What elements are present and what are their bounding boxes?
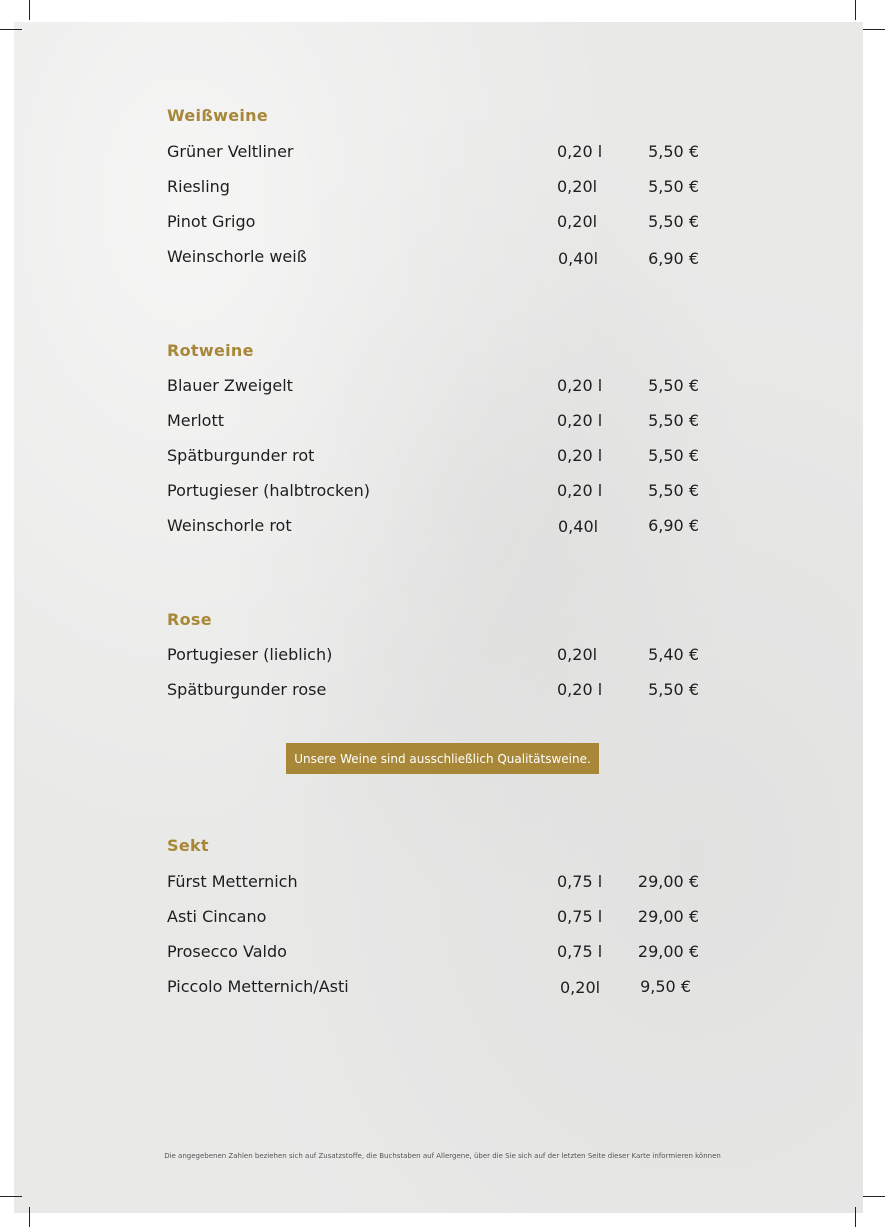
item-price: 5,50 € [648, 411, 699, 430]
item-volume: 0,75 l [557, 872, 603, 891]
item-name: Portugieser (halbtrocken) [167, 481, 370, 500]
item-name: Spätburgunder rot [167, 446, 315, 465]
crop-mark [863, 1196, 885, 1197]
allergen-footnote: Die angegebenen Zahlen beziehen sich auf Zusatzstoffe, die Buchstaben auf Allergene, über die Sie sich auf der letzten Seite dieser Karte informieren können [164, 1152, 721, 1160]
item-price: 29,00 € [637, 907, 699, 926]
item-name: Grüner Veltliner [167, 142, 294, 161]
crop-mark [863, 29, 885, 30]
item-price: 6,90 € [648, 249, 699, 268]
item-volume: 0,75 l [557, 942, 603, 961]
crop-mark [855, 0, 856, 20]
section-title-rotweine: Rotweine [167, 341, 254, 360]
item-volume: 0,75 l [557, 907, 603, 926]
menu-row [167, 645, 707, 667]
menu-row [167, 247, 707, 269]
item-volume: 0,20 l [557, 411, 603, 430]
item-name: Weinschorle weiß [167, 247, 307, 266]
item-name: Weinschorle rot [167, 516, 292, 535]
item-price: 6,90 € [648, 516, 699, 535]
menu-row [167, 942, 707, 964]
quality-notice-banner: Unsere Weine sind ausschließlich Qualitätsweine. [286, 743, 599, 774]
item-volume: 0,20l [557, 645, 598, 664]
item-price: 5,40 € [648, 645, 699, 664]
item-volume: 0,20 l [557, 142, 603, 161]
item-name: Prosecco Valdo [167, 942, 287, 961]
section-title-rose: Rose [167, 610, 212, 629]
menu-row [167, 977, 707, 999]
item-price: 5,50 € [648, 481, 699, 500]
crop-mark [29, 1207, 30, 1227]
item-volume: 0,20l [557, 212, 598, 231]
item-price: 29,00 € [637, 942, 699, 961]
item-price: 9,50 € [640, 977, 691, 996]
item-volume: 0,20 l [557, 376, 603, 395]
item-volume: 0,40l [558, 249, 599, 268]
item-price: 5,50 € [648, 177, 699, 196]
item-name: Pinot Grigo [167, 212, 256, 231]
item-volume: 0,20 l [557, 680, 603, 699]
item-price: 5,50 € [648, 212, 699, 231]
item-name: Fürst Metternich [167, 872, 298, 891]
crop-mark [29, 0, 30, 20]
item-name: Riesling [167, 177, 230, 196]
item-price: 29,00 € [637, 872, 699, 891]
section-title-sekt: Sekt [167, 836, 209, 855]
item-volume: 0,20l [560, 978, 601, 997]
crop-mark [0, 29, 22, 30]
item-volume: 0,20l [557, 177, 598, 196]
menu-row [167, 142, 707, 164]
item-name: Blauer Zweigelt [167, 376, 293, 395]
menu-page [14, 22, 863, 1213]
menu-row [167, 680, 707, 702]
menu-row [167, 411, 707, 433]
item-name: Asti Cincano [167, 907, 267, 926]
section-title-weissweine: Weißweine [167, 106, 268, 125]
item-price: 5,50 € [648, 680, 699, 699]
item-name: Merlott [167, 411, 225, 430]
item-name: Portugieser (lieblich) [167, 645, 333, 664]
menu-row [167, 907, 707, 929]
item-name: Piccolo Metternich/Asti [167, 977, 349, 996]
menu-row [167, 446, 707, 468]
menu-row [167, 177, 707, 199]
item-price: 5,50 € [648, 142, 699, 161]
item-name: Spätburgunder rose [167, 680, 327, 699]
item-volume: 0,20 l [557, 481, 603, 500]
menu-row [167, 481, 707, 503]
crop-mark [0, 1196, 22, 1197]
menu-row [167, 376, 707, 398]
item-volume: 0,40l [558, 517, 599, 536]
menu-row [167, 516, 707, 538]
item-price: 5,50 € [648, 376, 699, 395]
menu-row [167, 212, 707, 234]
menu-row [167, 872, 707, 894]
item-volume: 0,20 l [557, 446, 603, 465]
item-price: 5,50 € [648, 446, 699, 465]
crop-mark [855, 1207, 856, 1227]
